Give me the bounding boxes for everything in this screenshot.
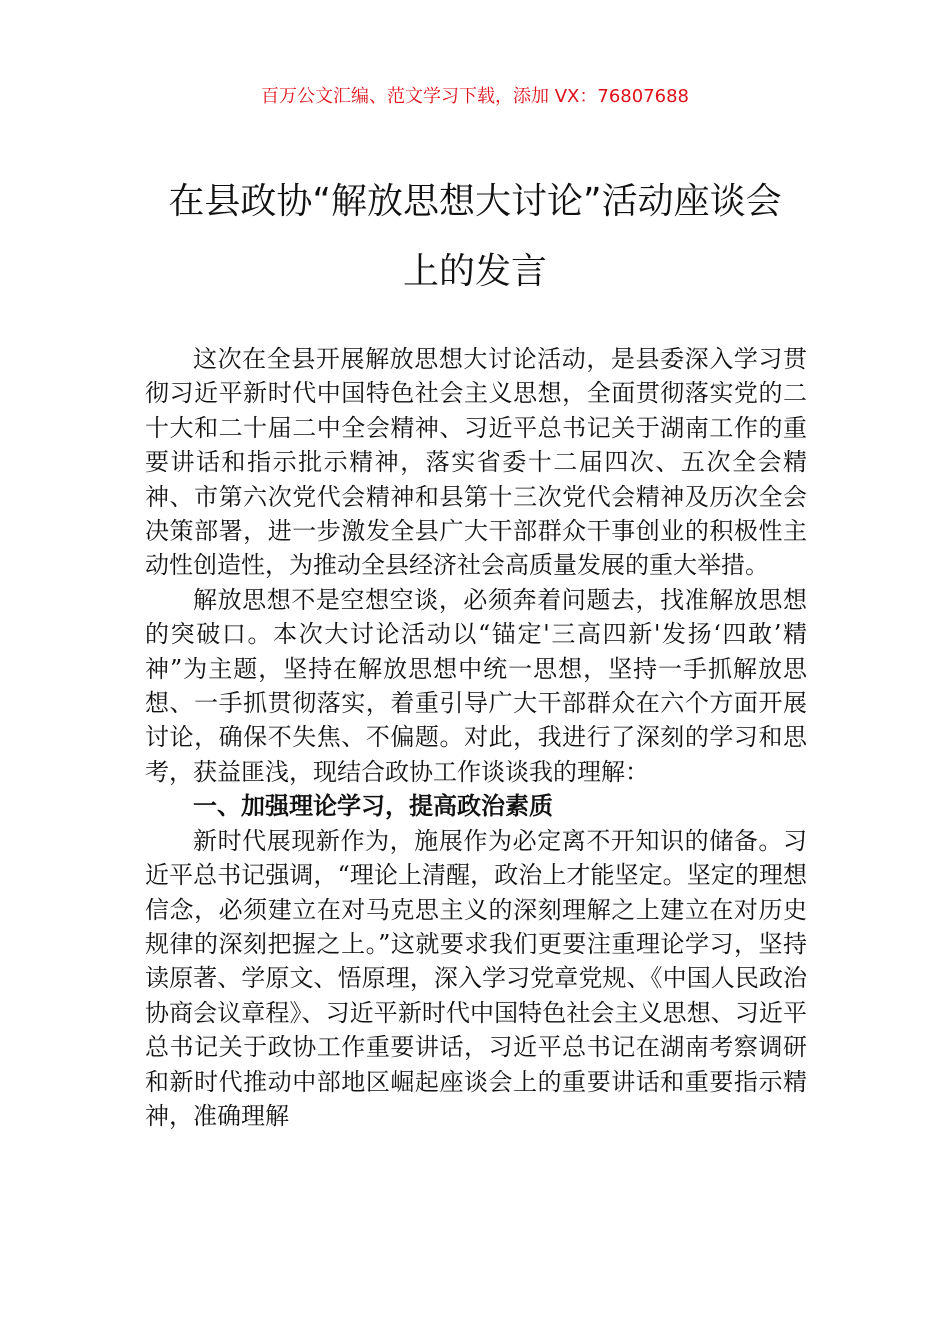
watermark-banner: 百万公文汇编、范文学习下载，添加 VX：76807688 — [261, 86, 689, 107]
paragraph-intro: 这次在全县开展解放思想大讨论活动，是县委深入学习贯彻习近平新时代中国特色社会主义思想，全面贯彻落实党的二十大和二十届二中全会精神、习近平总书记关于湖南工作的重要讲话和指示批示精神，落实省委十二届四次、五次全会精神、市第六次党代会精神和县第十三次党代会精神及历次全会决策部署，进一步激发全县广大干部群众干事创业的积极性主动性创造性，为推动全县经济社会高质量发展的重大举措。 — [145, 345, 807, 580]
document-body — [145, 342, 807, 1133]
title-line-2: 上的发言 — [402, 251, 547, 292]
paragraph-section-1: 新时代展现新作为，施展作为必定离不开知识的储备。习近平总书记强调，“理论上清醒，政治上才能坚定。坚定的理想信念，必须建立在对马克思主义的深刻理解之上建立在对历史规律的深刻把握之上。”这就要求我们更要注重理论学习，坚持读原著、学原文、悟原理，深入学习党章党规、《中国人民政治协商会议章程》、习近平新时代中国特色社会主义思想、习近平总书记关于政协工作重要讲话，习近平总书记在湖南考察调研和新时代推动中部地区崛起座谈会上的重要讲话和重要指示精神，准确理解 — [145, 826, 807, 1130]
section-heading: 一、加强理论学习，提高政治素质 — [193, 792, 553, 821]
title-line-1: 在县政协“解放思想大讨论”活动座谈会 — [168, 181, 782, 222]
document-title — [120, 176, 830, 316]
paragraph-theme: 解放思想不是空想空谈，必须奔着问题去，找准解放思想的突破口。本次大讨论活动以“锚定'三高四新'发扬‘四敢’精神”为主题，坚持在解放思想中统一思想，坚持一手抓解放思想、一手抓贯彻落实，着重引导广大干部群众在六个方面开展讨论，确保不失焦、不偏题。对此，我进行了深刻的学习和思考，获益匪浅，现结合政协工作谈谈我的理解： — [145, 585, 807, 786]
